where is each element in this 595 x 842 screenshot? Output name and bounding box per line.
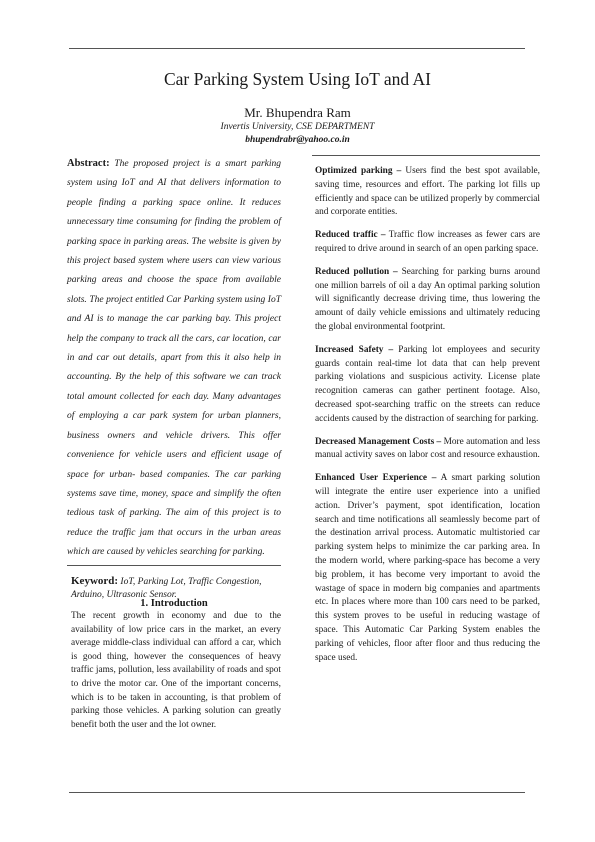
benefit-optimized-parking bbox=[315, 165, 540, 220]
benefit-text: Searching for parking burns around one million barrels of oil a day An optimal parking solution will significantly decrease driving time, thus lowering the amount of daily vehicle emissions and ultimately reducing the global environmental footprint. bbox=[315, 266, 541, 332]
right-column bbox=[315, 165, 540, 674]
benefit-user-experience bbox=[315, 472, 540, 665]
author-affiliation: Invertis University, CSE DEPARTMENT bbox=[220, 122, 375, 132]
benefit-text: Users find the best spot available, saving time, resources and effort. The parking lot fills up efficiently and space can be utilized properly by commercial and corporate entities. bbox=[315, 166, 540, 218]
benefit-heading: Reduced traffic – bbox=[315, 230, 386, 241]
keywords-text: IoT, Parking Lot, Traffic Congestion, Arduino, Ultrasonic Sensor. bbox=[71, 577, 262, 600]
author-email: bhupendrabr@yahoo.co.in bbox=[245, 135, 350, 145]
benefit-heading: Decreased Management Costs – bbox=[315, 436, 442, 447]
benefit-text: More automation and less manual activity saves on labor cost and resource exhaustion. bbox=[315, 436, 540, 461]
top-rule bbox=[69, 48, 525, 49]
keyword-rule bbox=[67, 565, 281, 566]
abstract-text: The proposed project is a smart parking system using IoT and AI that delivers information to people finding a parking space online. It reduces unnecessary time consuming for finding the problem of parking space in parking areas. The website is given by this project based system where users can view various parking areas and choose the space from available slots. The project entitled Car Parking system using IoT and AI is to manage the car parking bay. This project help the company to track all the cars, car location, car in and car out details, apart from this it also help in accounting. By the help of this software we can track total amount collected for each day. Many advantages of employing a car park system for urban planners, business owners and vehicle drivers. This offer convenience for vehicle users and efficient usage of space for urban- based companies. The car parking systems save time, money, space and simplify the often tedious task of parking. The aim of this project is to reduce the traffic jam that occurs in the urban areas which are caused by vehicles searching for parking. bbox=[67, 159, 281, 558]
benefit-increased-safety bbox=[315, 344, 540, 427]
keywords-heading: Keyword: bbox=[71, 575, 119, 587]
benefit-reduced-traffic bbox=[315, 229, 540, 257]
left-column bbox=[67, 154, 281, 563]
benefit-text: Parking lot employees and security guards contain real-time lot data that can help prevent parking violations and suspicious activity. License plate recognition cameras can gather pertinent footage. Also, decreased spot-searching traffic on the streets can reduce accidents caused by the distraction of searching for parking. bbox=[315, 344, 540, 424]
benefit-text: A smart parking solution will integrate the entire user experience into a unified action. Driver’s payment, spot identification, location search and time notifications all seamlessly become part of the destination arrival process. Automatic multistoried car parking system helps to minimize the car parking area. In the modern world, where parking-space has become a very big problem, it has become very important to avoid the wastage of space in modern big companies and apartments etc. In places where more than 100 cars need to be parked, this system proves to be useful in reducing wastage of space. This Automatic Car Parking System enables the parking of vehicles, floor after floor and thus reducing the space used. bbox=[315, 473, 540, 663]
paper-title: Car Parking System Using IoT and AI bbox=[163, 68, 432, 89]
benefit-text: Traffic flow increases as fewer cars are required to drive around in search of an open parking space. bbox=[315, 230, 540, 254]
benefit-decreased-costs bbox=[315, 436, 540, 464]
benefit-reduced-pollution bbox=[315, 266, 540, 335]
benefit-heading: Enhanced User Experience – bbox=[315, 473, 437, 484]
introduction-heading: 1. Introduction bbox=[140, 598, 208, 609]
benefit-heading: Reduced pollution – bbox=[315, 266, 398, 277]
benefit-heading: Optimized parking – bbox=[315, 166, 402, 176]
abstract-heading: Abstract: bbox=[67, 158, 110, 169]
bottom-rule bbox=[69, 792, 525, 793]
right-column-rule bbox=[312, 155, 540, 156]
author-name: Mr. Bhupendra Ram bbox=[244, 105, 351, 120]
introduction-text: The recent growth in economy and due to the availability of low price cars in the market, an every average middle-class individual can afford a car, which is good thing, however the consequences of heavy traffic jams, pollution, less availability of roads and spot to drive the motor car. One of the important concerns, which is to be taken in accounting, is that problem of parking those vehicles. A parking solution can greatly benefit both the user and the lot owner. bbox=[71, 611, 281, 730]
abstract bbox=[67, 154, 281, 563]
benefit-heading: Increased Safety – bbox=[315, 344, 394, 355]
